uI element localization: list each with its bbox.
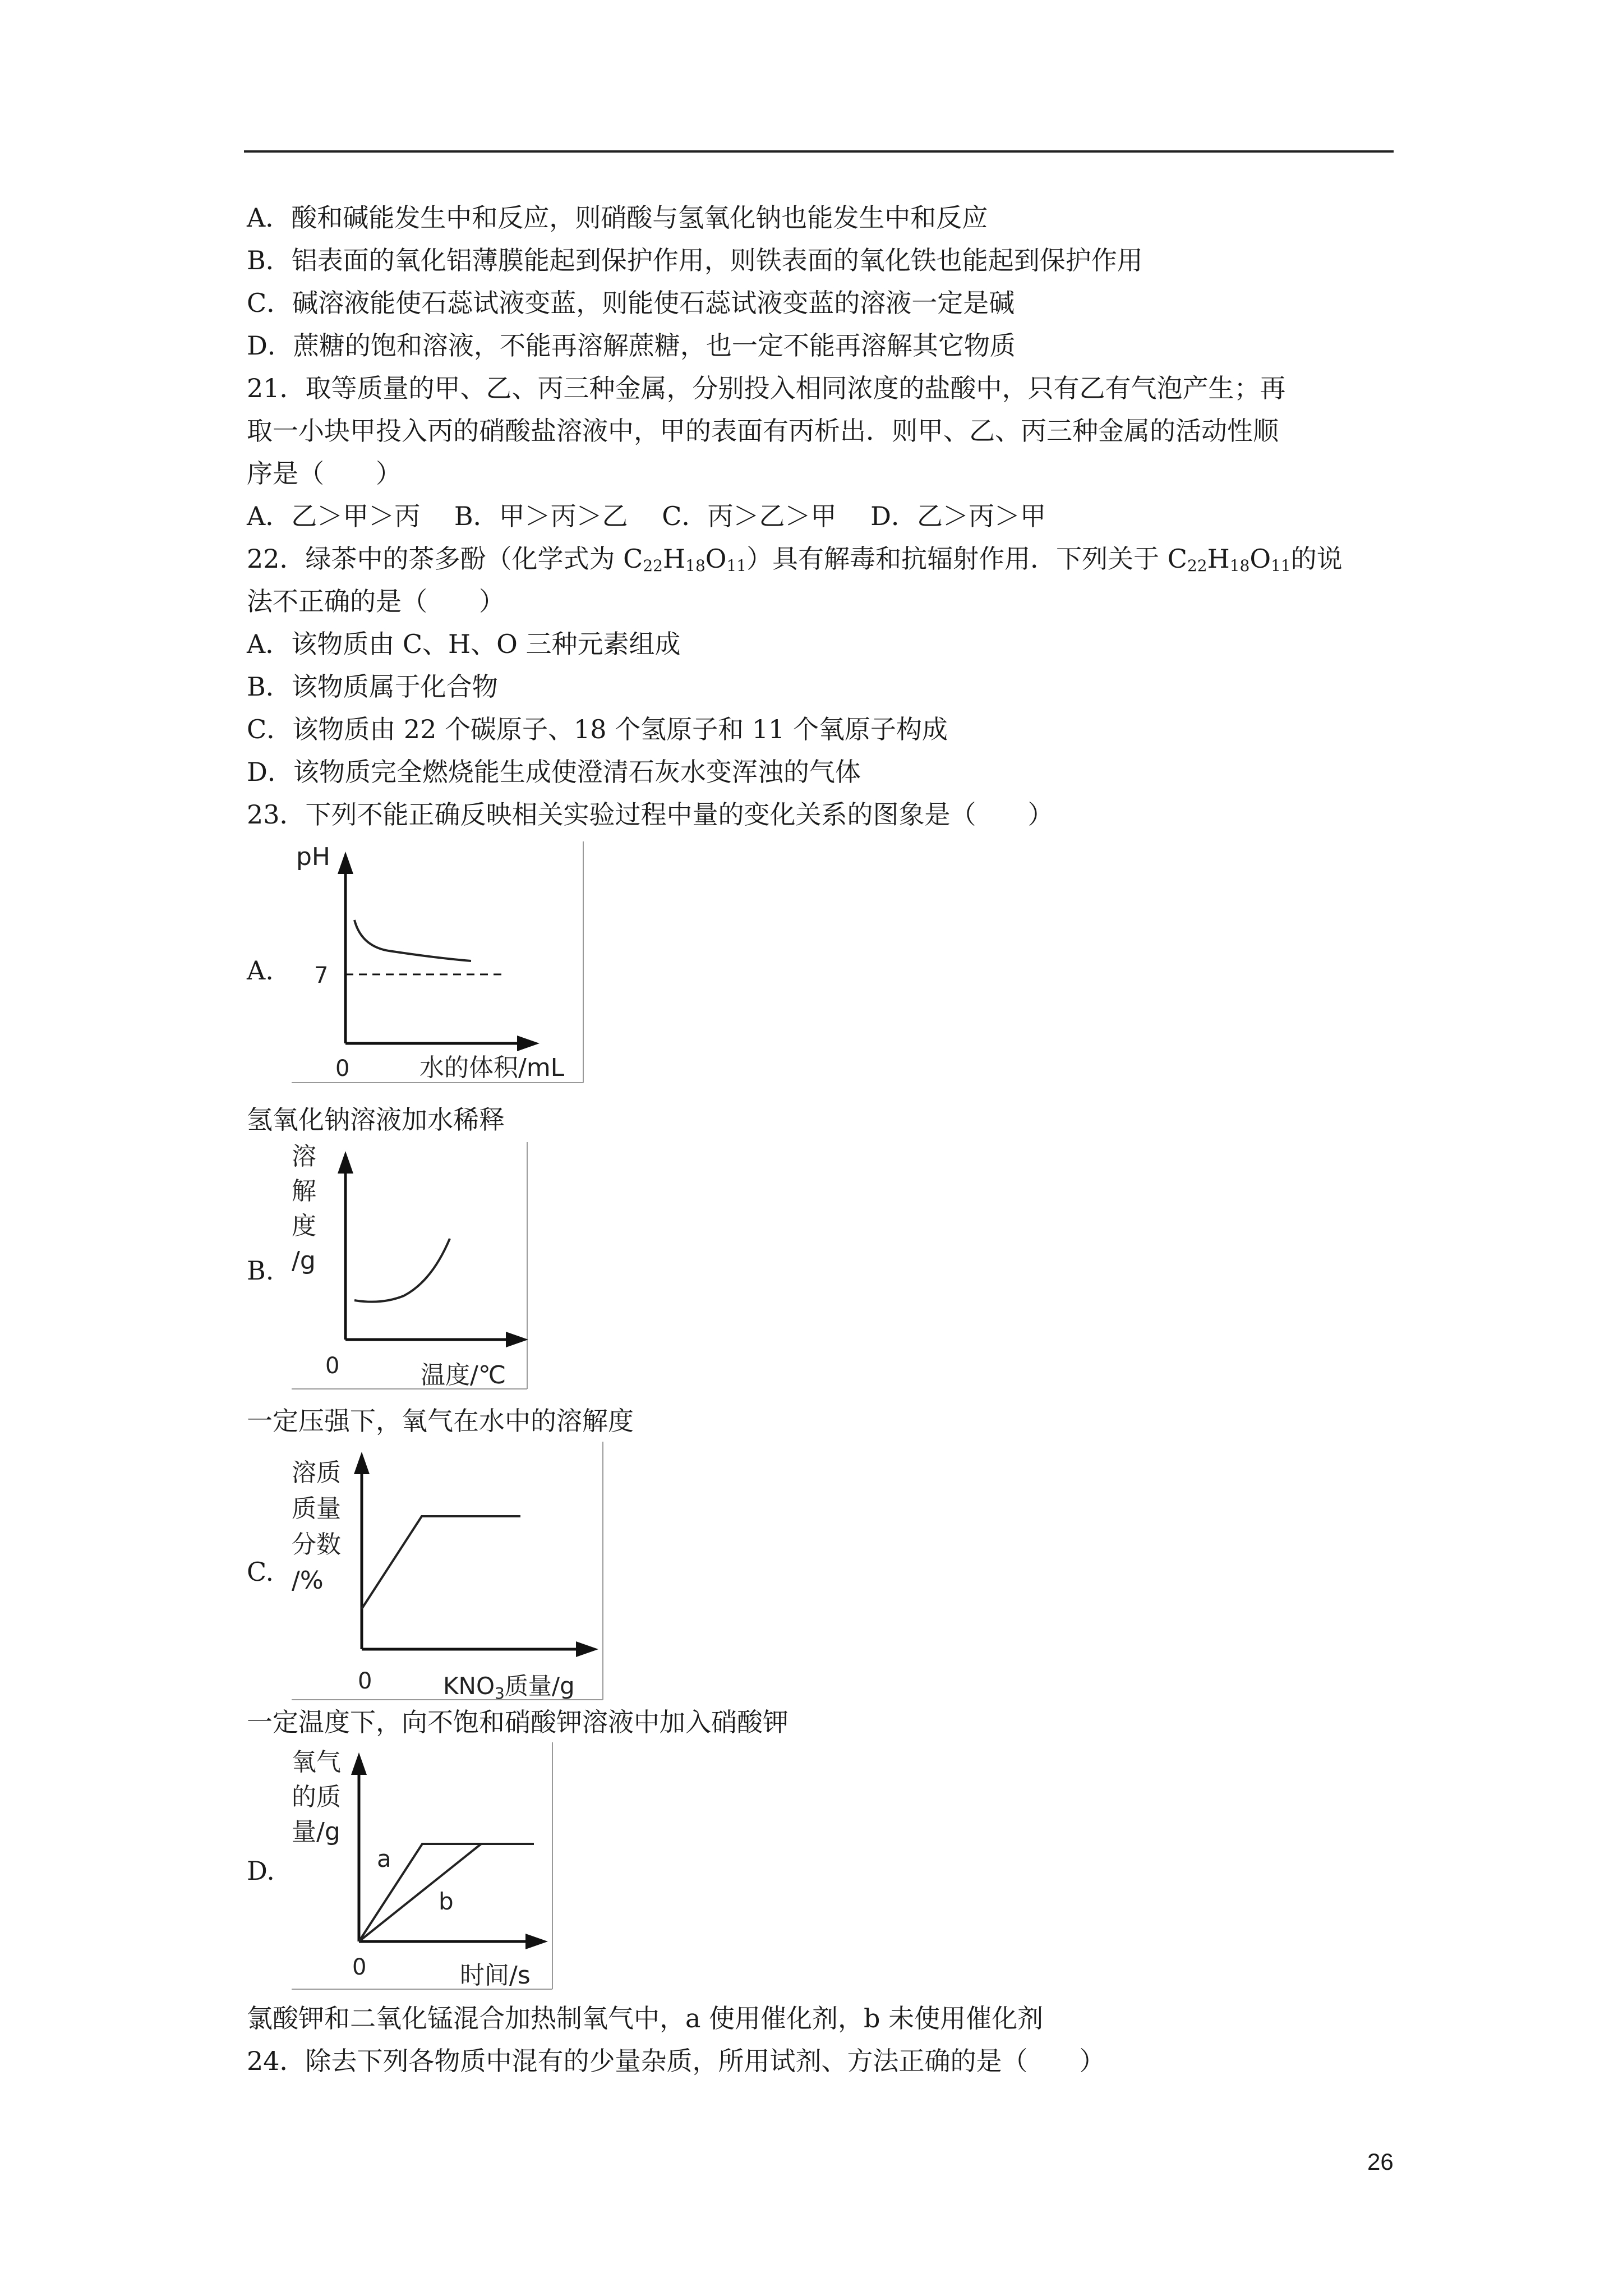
x-axis-arrow [506, 1332, 528, 1347]
question-23-line: 23．下列不能正确反映相关实验过程中量的变化关系的图象是（ ） [247, 799, 1054, 830]
y-axis-label: 分数 [292, 1530, 341, 1559]
solubility-curve [354, 1239, 450, 1302]
option-line: C．该物质由 22 个碳原子、18 个氢原子和 11 个氧原子构成 [247, 714, 948, 744]
option-line: B．该物质属于化合物 [247, 671, 498, 702]
y-axis-label: 的质 [292, 1783, 341, 1811]
x-axis-arrow [517, 1036, 540, 1051]
text: ）具有解毒和抗辐射作用．下列关于 C [746, 544, 1187, 574]
x-axis-label: 温度/℃ [421, 1361, 506, 1389]
y-axis-arrow [338, 852, 353, 874]
origin-label: 0 [358, 1668, 372, 1694]
text: H [1207, 544, 1230, 574]
tick-label: 7 [314, 963, 329, 988]
option-line: A．该物质由 C、H、O 三种元素组成 [247, 629, 681, 659]
x-axis-label: 时间/s [460, 1961, 531, 1990]
subscript: 18 [1229, 556, 1250, 575]
question-22-line [247, 542, 1343, 583]
option-line: A．酸和碱能发生中和反应，则硝酸与氢氧化钠也能发生中和反应 [247, 203, 988, 233]
subscript: 22 [643, 556, 663, 575]
x-axis-label: 水的体积/mL [419, 1053, 565, 1082]
text: O [705, 544, 727, 574]
ph-curve [354, 920, 471, 961]
option-line: C．碱溶液能使石蕊试液变蓝，则能使石蕊试液变蓝的溶液一定是碱 [247, 288, 1015, 318]
x-axis-arrow [576, 1641, 598, 1657]
page-number: 26 [1367, 2148, 1394, 2175]
origin-label: 0 [325, 1353, 340, 1379]
question-21-line: 序是（ ） [247, 458, 402, 489]
y-axis-label: 量/g [292, 1818, 340, 1846]
origin-label: 0 [352, 1954, 367, 1980]
x-axis-arrow [525, 1934, 548, 1949]
y-axis-arrow [351, 1752, 367, 1775]
caption-c: 一定温度下，向不饱和硝酸钾溶液中加入硝酸钾 [247, 1707, 789, 1737]
y-axis-label: /% [292, 1566, 324, 1595]
y-axis-label: 溶质 [292, 1458, 341, 1487]
text: O [1249, 544, 1271, 574]
series-a-label: a [377, 1845, 391, 1872]
graph-c [292, 1442, 603, 1703]
option-line: D．蔗糖的饱和溶液，不能再溶解蔗糖，也一定不能再溶解其它物质 [247, 330, 1016, 361]
y-axis-label: 溶 [292, 1142, 316, 1171]
series-b-label: b [439, 1888, 454, 1915]
x-axis-label: KNO3质量/g [443, 1672, 575, 1703]
text: 22．绿茶中的茶多酚（化学式为 C [247, 544, 643, 574]
y-axis-label: 氧气 [292, 1748, 341, 1777]
subscript: 22 [1187, 556, 1207, 575]
option-label-c: C. [247, 1557, 274, 1587]
option-line: D．该物质完全燃烧能生成使澄清石灰水变浑浊的气体 [247, 757, 861, 787]
subscript: 18 [685, 556, 706, 575]
y-axis-label: 解 [292, 1177, 316, 1205]
text: H [663, 544, 686, 574]
y-axis-label: pH [296, 843, 331, 871]
mass-fraction-line [362, 1516, 520, 1609]
subscript: 11 [726, 556, 747, 575]
option-label-d: D. [247, 1856, 275, 1886]
option-line: B．铝表面的氧化铝薄膜能起到保护作用，则铁表面的氧化铁也能起到保护作用 [247, 245, 1143, 275]
subscript: 11 [1271, 556, 1291, 575]
question-21-options: A．乙＞甲＞丙 B．甲＞丙＞乙 C．丙＞乙＞甲 D．乙＞丙＞甲 [247, 501, 1046, 531]
text: 的说 [1290, 544, 1343, 574]
y-axis-label: /g [292, 1246, 316, 1275]
graph-b [292, 1142, 527, 1389]
question-24-line: 24．除去下列各物质中混有的少量杂质，所用试剂、方法正确的是（ ） [247, 2046, 1105, 2076]
caption-a: 氢氧化钠溶液加水稀释 [247, 1105, 505, 1135]
caption-d: 氯酸钾和二氧化锰混合加热制氧气中，a 使用催化剂，b 未使用催化剂 [247, 2003, 1044, 2033]
y-axis-label: 质量 [292, 1494, 341, 1523]
graph-d [292, 1742, 552, 1989]
y-axis-arrow [354, 1452, 370, 1474]
header-rule [244, 150, 1394, 153]
y-axis-label: 度 [292, 1212, 316, 1240]
option-label-b: B. [247, 1255, 274, 1286]
question-21-line: 21．取等质量的甲、乙、丙三种金属，分别投入相同浓度的盐酸中，只有乙有气泡产生；再 [247, 373, 1286, 403]
y-axis-arrow [338, 1151, 353, 1174]
graph-a [292, 841, 583, 1083]
caption-b: 一定压强下，氧气在水中的溶解度 [247, 1406, 634, 1436]
option-label-a: A. [247, 955, 274, 986]
origin-label: 0 [335, 1056, 350, 1082]
question-21-line: 取一小块甲投入丙的硝酸盐溶液中，甲的表面有丙析出．则甲、乙、丙三种金属的活动性顺 [247, 416, 1279, 446]
question-22-line: 法不正确的是（ ） [247, 586, 505, 616]
